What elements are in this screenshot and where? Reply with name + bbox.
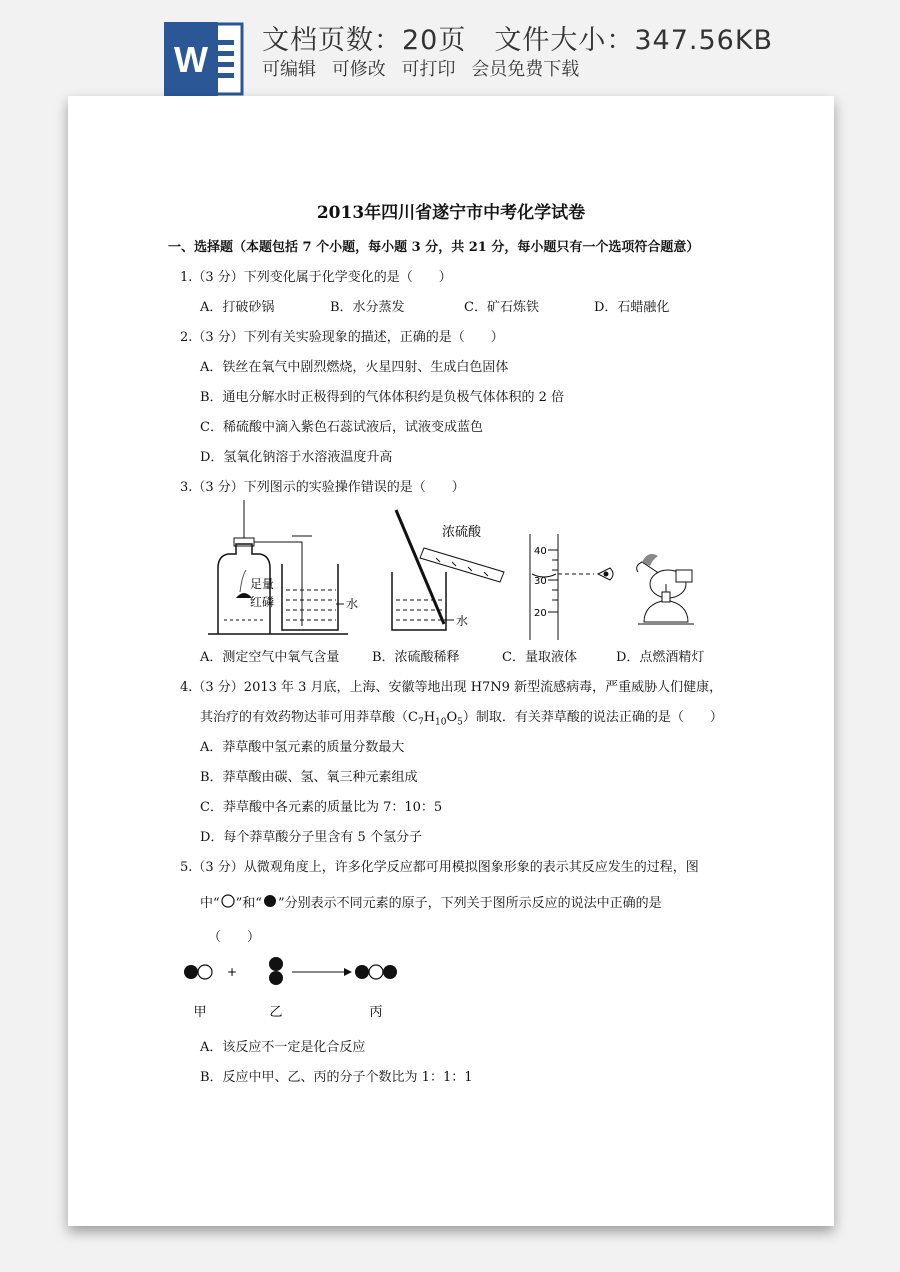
formula-sub-10: 10 <box>435 717 447 728</box>
question-3-stem: 3.（3 分）下列图示的实验操作错误的是（ ） <box>180 480 465 495</box>
molecule-yi <box>269 957 283 985</box>
q2-option-b: B．通电分解水时正极得到的气体体积约是负极气体体积的 2 倍 <box>200 390 565 405</box>
question-4-stem-line1: 4.（3 分）2013 年 3 月底，上海、安徽等地出现 H7N9 新型流感病毒，严重威胁人们健康， <box>180 680 723 695</box>
question-2-stem: 2.（3 分）下列有关实验现象的描述，正确的是（ ） <box>180 330 504 345</box>
reaction-arrow-icon <box>344 968 352 976</box>
q1-option-b: B．水分蒸发 <box>330 300 405 315</box>
label-concentrated-acid: 浓硫酸 <box>442 525 482 540</box>
q4-text-after-formula: ）制取．有关莽草酸的说法正确的是（ ） <box>462 710 723 725</box>
white-atom-icon <box>220 894 236 908</box>
q5-text-a: 中“ <box>200 896 220 911</box>
page-count: 文档页数：20页 <box>262 25 467 56</box>
q4-option-a: A．莽草酸中氢元素的质量分数最大 <box>200 740 405 755</box>
label-red-phosphorus: 红磷 <box>250 595 275 609</box>
q3-option-a: A．测定空气中氧气含量 <box>200 650 340 665</box>
q2-option-a: A．铁丝在氧气中剧烈燃烧，火星四射、生成白色固体 <box>200 360 509 375</box>
tick-label-20: 20 <box>534 608 547 619</box>
section-heading: 一、选择题（本题包括 7 个小题，每小题 3 分，共 21 分，每小题只有一个选项符合题意） <box>168 240 700 255</box>
question-1-stem: 1.（3 分）下列变化属于化学变化的是（ ） <box>180 270 452 285</box>
document-page <box>68 96 834 1226</box>
label-jia: 甲 <box>193 1005 207 1020</box>
q1-option-a: A．打破砂锅 <box>200 300 275 315</box>
figure-a-oxygen-apparatus <box>208 500 358 634</box>
q4-text-before-formula: 其治疗的有效药物达菲可用莽草酸（C <box>200 710 418 725</box>
formula-sub-5: 5 <box>457 717 463 728</box>
molecule-jia <box>184 965 212 979</box>
feature-member-download: 会员免费下载 <box>471 59 580 80</box>
molecule-bing <box>355 965 397 979</box>
formula-h: H <box>423 710 436 725</box>
question-5-stem-line1: 5.（3 分）从微观角度上，许多化学反应都可用模拟图象形象的表示其反应发生的过程，图 <box>180 860 699 875</box>
black-atom-icon <box>262 894 278 908</box>
tick-label-40: 40 <box>534 546 547 557</box>
feature-list <box>262 55 589 81</box>
page-title: 2013年四川省遂宁市中考化学试卷 <box>316 203 586 223</box>
label-bing: 丙 <box>369 1005 383 1020</box>
formula-o: O <box>446 710 458 725</box>
q3-option-d: D．点燃酒精灯 <box>616 650 705 665</box>
q4-option-d: D．每个莽草酸分子里含有 5 个氢分子 <box>200 830 422 845</box>
q2-option-d: D．氢氧化钠溶于水溶液温度升高 <box>200 450 393 465</box>
label-water-a: 水 <box>346 597 359 611</box>
feature-modifiable: 可修改 <box>331 59 386 80</box>
figure-d-alcohol-lamp <box>637 554 694 624</box>
figure-b-acid-dilution <box>392 510 504 630</box>
q4-option-c: C．莽草酸中各元素的质量比为 7：10：5 <box>200 800 443 815</box>
file-info <box>262 18 773 57</box>
file-size: 文件大小：347.56KB <box>494 25 774 56</box>
q4-option-b: B．莽草酸由碳、氢、氧三种元素组成 <box>200 770 418 785</box>
q5-reaction-diagram <box>180 952 420 1032</box>
q5-option-b: B．反应中甲、乙、丙的分子个数比为 1：1：1 <box>200 1070 473 1085</box>
q1-option-c: C．矿石炼铁 <box>464 300 539 315</box>
q3-option-c: C．量取液体 <box>502 650 577 665</box>
q5-option-a: A．该反应不一定是化合反应 <box>200 1040 366 1055</box>
q3-option-b: B．浓硫酸稀释 <box>372 650 460 665</box>
tick-label-30: 30 <box>534 576 547 587</box>
question-4-stem-line2 <box>200 706 723 728</box>
formula-sub-7: 7 <box>417 717 424 728</box>
label-ample: 足量 <box>250 577 275 591</box>
label-yi: 乙 <box>269 1005 283 1020</box>
feature-printable: 可打印 <box>401 59 456 80</box>
plus-sign: + <box>226 965 238 979</box>
word-logo-letter: W <box>174 39 208 80</box>
q3-lab-figures <box>196 500 716 640</box>
figure-c-measuring-cylinder <box>530 534 613 640</box>
q5-text-b: ”和“ <box>235 896 262 911</box>
q1-option-d: D．石蜡融化 <box>594 300 670 315</box>
question-5-stem-line3: （ ） <box>208 930 261 945</box>
word-document-icon <box>164 22 244 96</box>
download-banner <box>0 0 900 100</box>
question-5-stem-line2 <box>200 892 662 911</box>
q5-text-c: ”分别表示不同元素的原子，下列关于图所示反应的说法中正确的是 <box>277 896 662 911</box>
label-water-b: 水 <box>456 614 469 628</box>
feature-editable: 可编辑 <box>262 59 316 80</box>
q2-option-c: C．稀硫酸中滴入紫色石蕊试液后，试液变成蓝色 <box>200 420 483 435</box>
